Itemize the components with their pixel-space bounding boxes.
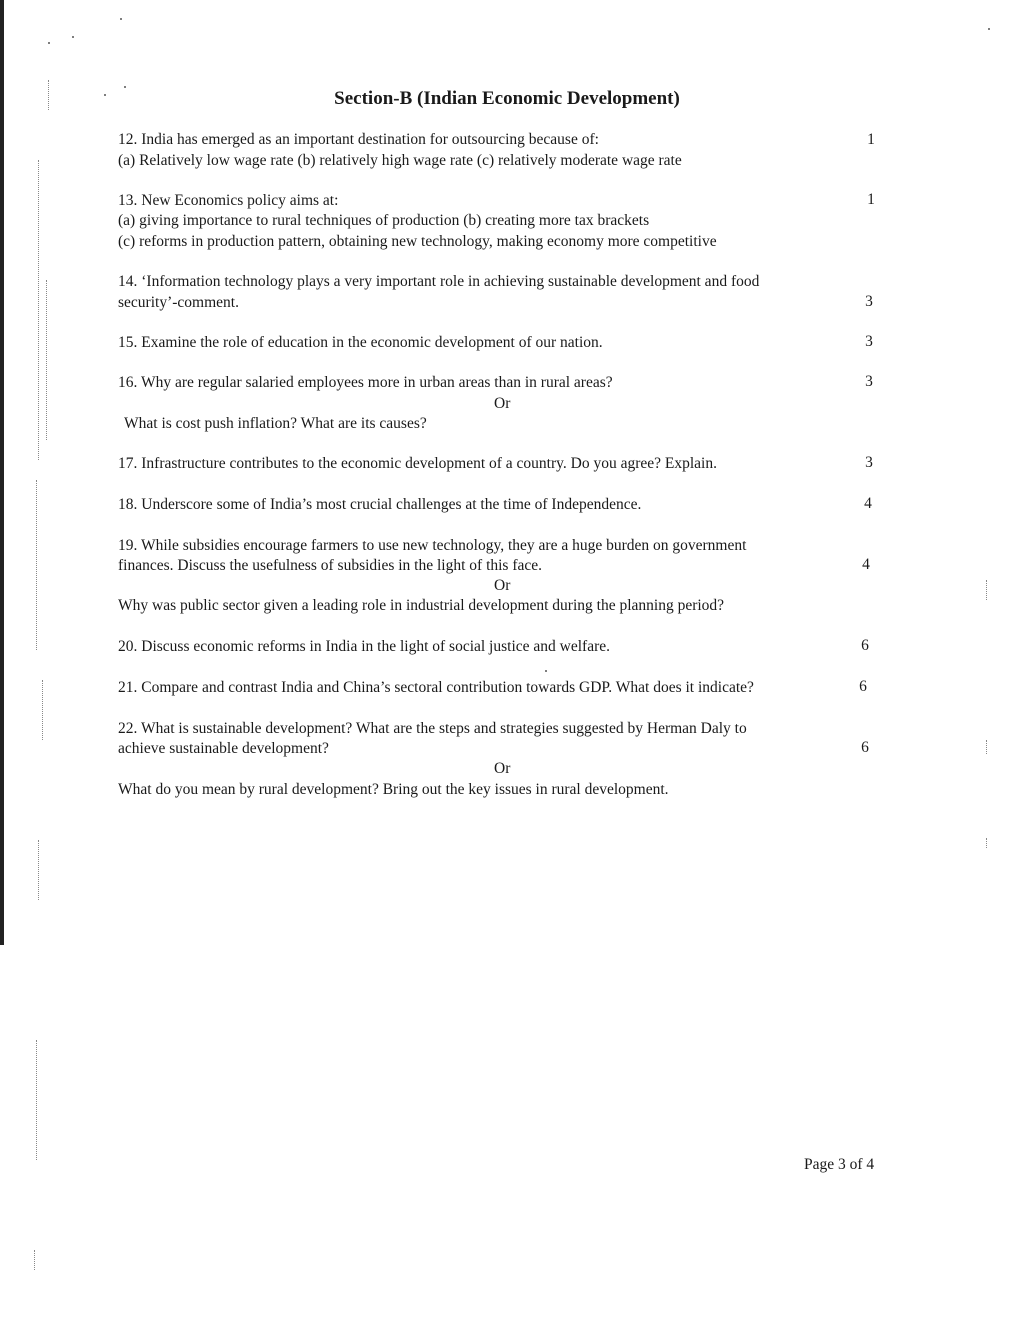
question-21-line-1: 21. Compare and contrast India and China’s sectoral contribution towards GDP. What does it indicate? [118,679,754,696]
question-12-line-1: 12. India has emerged as an important destination for outsourcing because of: [118,131,599,148]
question-13-line-2: (a) giving importance to rural techniques of production (b) creating more tax brackets [118,212,650,229]
question-17-line-1: 17. Infrastructure contributes to the economic development of a country. Do you agree? Explain. [118,455,717,472]
question-19-line-1: 19. While subsidies encourage farmers to use new technology, they are a huge burden on government [118,537,747,554]
question-13-line-3: (c) reforms in production pattern, obtaining new technology, making economy more competitive [118,233,717,250]
scan-edge-line [0,0,4,945]
question-22-marks: 6 [861,739,869,756]
question-22-line-1: 22. What is sustainable development? What are the steps and strategies suggested by Herman Daly to [118,720,747,737]
scan-dotted-mark [38,160,40,460]
question-13-marks: 1 [867,191,875,208]
scan-dotted-mark [36,1040,38,1160]
question-22-alt-line-1: What do you mean by rural development? Bring out the key issues in rural development. [118,781,669,798]
scan-dotted-mark [986,580,988,600]
question-17-marks: 3 [865,454,873,471]
question-22-or: Or [494,760,511,777]
question-19-marks: 4 [862,556,870,573]
question-16-line-1: 16. Why are regular salaried employees more in urban areas than in rural areas? [118,374,613,391]
question-12-line-2: (a) Relatively low wage rate (b) relatively high wage rate (c) relatively moderate wage rate [118,152,682,169]
question-14-marks: 3 [865,293,873,310]
scan-dotted-mark [986,740,988,754]
question-18-line-1: 18. Underscore some of India’s most crucial challenges at the time of Independence. [118,496,642,513]
scan-speck [72,36,74,38]
scan-dotted-mark [46,280,48,440]
scan-dotted-mark [38,840,40,900]
scan-speck [48,42,50,44]
question-21-marks: 6 [859,678,867,695]
question-14-line-1: 14. ‘Information technology plays a very important role in achieving sustainable development and food [118,273,760,290]
question-16-alt-line-1: What is cost push inflation? What are its causes? [124,415,427,432]
scan-speck [545,670,547,672]
page-number: Page 3 of 4 [804,1156,875,1173]
question-18-marks: 4 [864,495,872,512]
question-22-line-2: achieve sustainable development? [118,740,329,757]
question-15-marks: 3 [865,333,873,350]
scan-speck [988,28,990,30]
question-16-marks: 3 [865,373,873,390]
question-20-marks: 6 [861,637,869,654]
scan-dotted-mark [986,838,988,848]
question-14-line-2: security’-comment. [118,294,239,311]
question-13-line-1: 13. New Economics policy aims at: [118,192,339,209]
question-20-line-1: 20. Discuss economic reforms in India in the light of social justice and welfare. [118,638,610,655]
question-19-line-2: finances. Discuss the usefulness of subsidies in the light of this face. [118,557,543,574]
section-title: Section-B (Indian Economic Development) [334,88,680,109]
scan-dotted-mark [36,480,38,650]
scan-dotted-mark [34,1250,36,1270]
scan-speck [120,18,122,20]
question-16-or: Or [494,395,511,412]
question-19-alt-line-1: Why was public sector given a leading role in industrial development during the planning period? [118,597,725,614]
question-19-or: Or [494,577,511,594]
question-12-marks: 1 [867,131,875,148]
question-15-line-1: 15. Examine the role of education in the economic development of our nation. [118,334,603,351]
scan-dotted-mark [42,680,44,740]
